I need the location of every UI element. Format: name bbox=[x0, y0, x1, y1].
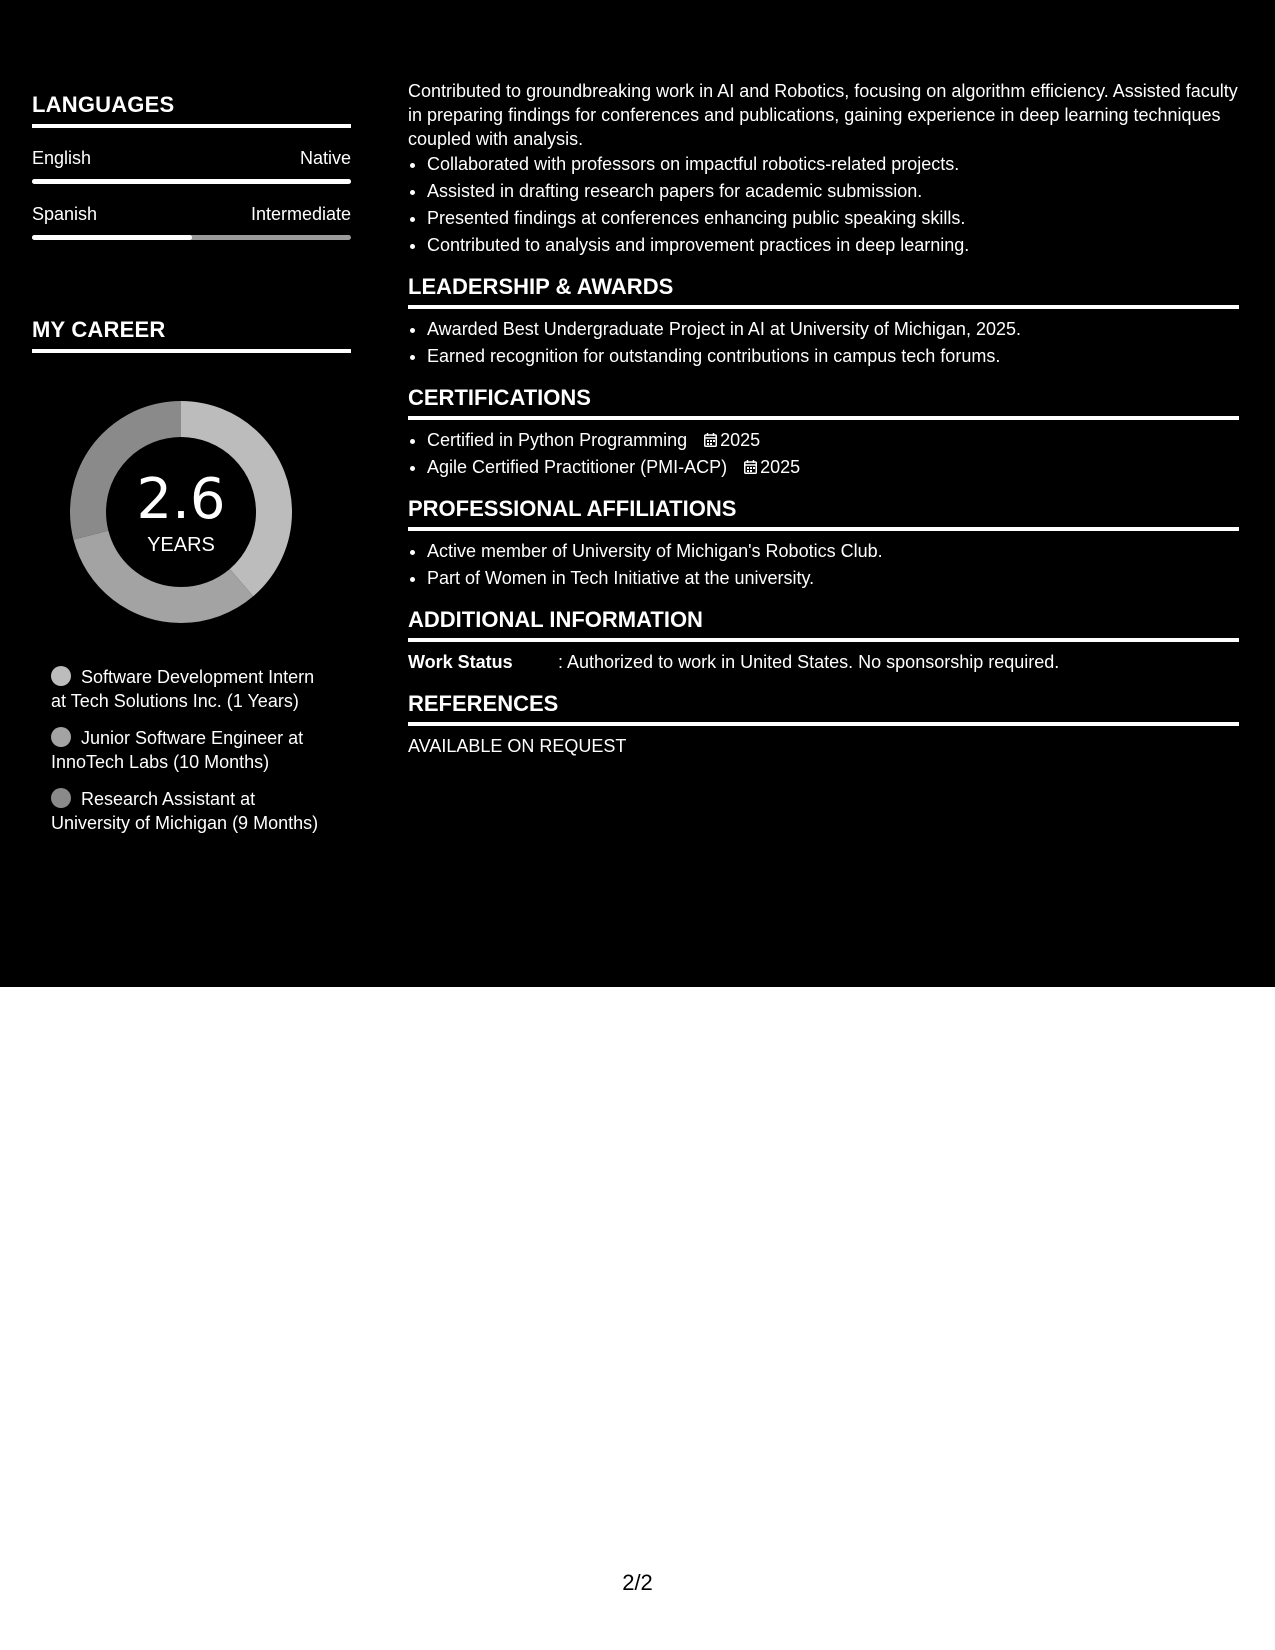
leadership-title: LEADERSHIP & AWARDS bbox=[408, 273, 1239, 309]
career-legend-item bbox=[51, 665, 331, 713]
language-level: Native bbox=[299, 148, 351, 168]
experience-bullet: • Contributed to analysis and improvement practices in deep learning. bbox=[427, 233, 1239, 257]
career-legend bbox=[51, 665, 331, 835]
experience-bullet: • Presented findings at conferences enhancing public speaking skills. bbox=[427, 206, 1239, 230]
language-proficiency-fill bbox=[32, 179, 351, 184]
language-name: English bbox=[32, 148, 92, 168]
certification-name: Agile Certified Practitioner (PMI-ACP) bbox=[427, 457, 728, 477]
certifications-title: CERTIFICATIONS bbox=[408, 384, 1239, 420]
right-column bbox=[408, 79, 1239, 758]
leadership-bullet: • Earned recognition for outstanding contributions in campus tech forums. bbox=[427, 344, 1239, 368]
certification-item bbox=[427, 455, 1239, 479]
additional-info-title: ADDITIONAL INFORMATION bbox=[408, 606, 1239, 642]
career-legend-item bbox=[51, 787, 331, 835]
certifications-list bbox=[408, 428, 1239, 479]
references-text: AVAILABLE ON REQUEST bbox=[408, 736, 627, 756]
career-donut-chart bbox=[66, 397, 296, 627]
legend-dot-icon bbox=[51, 788, 71, 808]
work-status-row bbox=[408, 650, 1239, 674]
affiliations-title: PROFESSIONAL AFFILIATIONS bbox=[408, 495, 1239, 531]
legend-dot-icon bbox=[51, 727, 71, 747]
language-item bbox=[32, 148, 351, 184]
experience-summary: Contributed to groundbreaking work in AI and Robotics, focusing on algorithm efficiency. Assisted faculty in preparing findings for conferences and publications, gaining experience in deep learning techniques coupled with analysis. bbox=[408, 81, 1238, 149]
certification-item bbox=[427, 428, 1239, 452]
references-title: REFERENCES bbox=[408, 690, 1239, 726]
career-legend-label: Research Assistant at University of Michigan (9 Months) bbox=[51, 789, 319, 833]
experience-bullet: • Assisted in drafting research papers for academic submission. bbox=[427, 179, 1239, 203]
work-status-label: Work Status bbox=[408, 652, 513, 672]
calendar-icon bbox=[704, 433, 717, 447]
certification-year: 2025 bbox=[760, 457, 801, 477]
career-total-unit: YEARS bbox=[147, 533, 215, 556]
certification-year: 2025 bbox=[720, 430, 761, 450]
affiliations-bullets bbox=[408, 539, 1239, 590]
donut-center bbox=[66, 397, 296, 627]
career-legend-item bbox=[51, 726, 331, 774]
leadership-bullet: • Awarded Best Undergraduate Project in AI at University of Michigan, 2025. bbox=[427, 317, 1239, 341]
affiliation-bullet: • Part of Women in Tech Initiative at the university. bbox=[427, 566, 1239, 590]
work-status-value: : Authorized to work in United States. No sponsorship required. bbox=[558, 652, 1060, 672]
career-legend-label: Software Development Intern at Tech Solutions Inc. (1 Years) bbox=[51, 667, 315, 711]
experience-bullets bbox=[408, 152, 1239, 257]
certification-name: Certified in Python Programming bbox=[427, 430, 688, 450]
career-total-years: 2.6 bbox=[136, 466, 226, 532]
page-number: 2/2 bbox=[622, 1570, 653, 1595]
languages-title: LANGUAGES bbox=[32, 92, 351, 128]
language-proficiency-bar bbox=[32, 235, 351, 240]
affiliation-bullet: • Active member of University of Michigan's Robotics Club. bbox=[427, 539, 1239, 563]
left-column bbox=[32, 92, 351, 848]
career-legend-label: Junior Software Engineer at InnoTech Labs (10 Months) bbox=[51, 728, 304, 772]
language-name: Spanish bbox=[32, 204, 98, 224]
language-level: Intermediate bbox=[250, 204, 351, 224]
career-title: MY CAREER bbox=[32, 317, 351, 353]
language-proficiency-fill bbox=[32, 235, 192, 240]
experience-bullet: • Collaborated with professors on impactful robotics-related projects. bbox=[427, 152, 1239, 176]
language-proficiency-bar bbox=[32, 179, 351, 184]
language-item bbox=[32, 204, 351, 240]
legend-dot-icon bbox=[51, 666, 71, 686]
leadership-bullets bbox=[408, 317, 1239, 368]
calendar-icon bbox=[744, 460, 757, 474]
